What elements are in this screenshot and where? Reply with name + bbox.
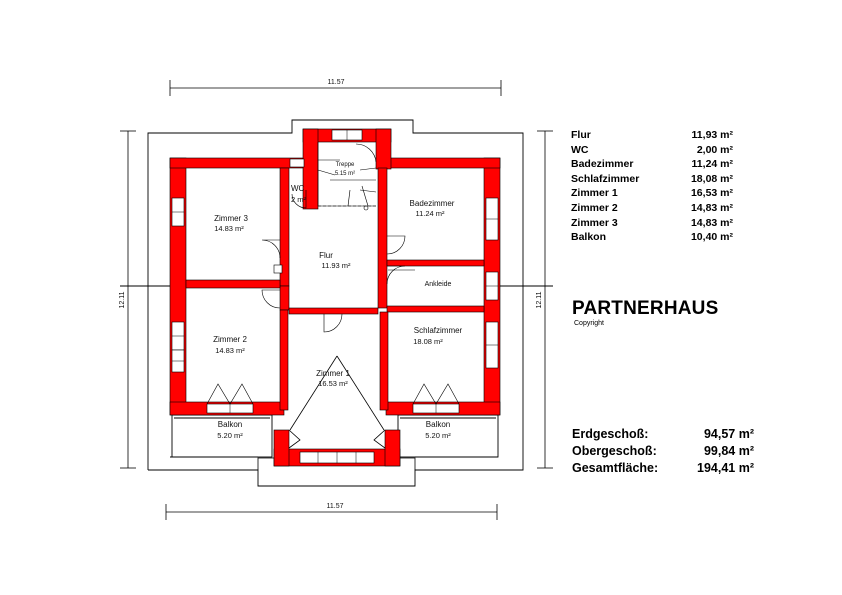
area-row (571, 128, 733, 143)
room-treppe-area: 5.15 m² (334, 171, 356, 177)
area-row (571, 216, 733, 231)
room-labels (213, 162, 462, 440)
area-table (571, 128, 733, 245)
area-row-name: Zimmer 2 (571, 201, 618, 214)
dim-right-label: 12.11 (536, 291, 543, 309)
totals-value: 99,84 m² (703, 444, 754, 458)
totals-label: Obergeschoß: (572, 444, 657, 458)
area-row-name: Flur (571, 129, 591, 141)
copyright-note: Copyright (574, 320, 604, 327)
area-row-value: 18,08 m² (690, 172, 733, 185)
walls (170, 129, 500, 466)
area-row-name: Zimmer 1 (571, 187, 618, 200)
room-balkon-left-name: Balkon (217, 420, 243, 429)
room-badezimmer-name: Badezimmer (409, 199, 455, 208)
room-balkon-right-area: 5.20 m² (425, 431, 451, 440)
area-row (571, 186, 733, 201)
room-wc-area: 2 m² (291, 195, 306, 204)
dim-bottom-label: 11.57 (326, 503, 344, 510)
area-row-value: 16,53 m² (690, 187, 733, 200)
area-row-value: 2,00 m² (696, 143, 733, 156)
area-row-name: Badezimmer (571, 158, 634, 171)
room-balkon-right-name: Balkon (425, 420, 451, 429)
area-row-value: 11,93 m² (691, 129, 733, 141)
totals-row (572, 426, 754, 443)
area-row-value: 14,83 m² (690, 216, 733, 229)
dim-left-label: 12.11 (119, 291, 126, 309)
totals-row (572, 460, 754, 477)
room-badezimmer-area: 11.24 m² (415, 209, 445, 218)
area-row (571, 172, 733, 187)
area-row (571, 157, 733, 172)
area-row-name: WC (571, 143, 589, 156)
totals-label: Gesamtfläche: (572, 461, 659, 475)
room-wc-name: WC (291, 184, 305, 193)
room-schlafzimmer-area: 18.08 m² (413, 337, 443, 346)
totals-value: 194,41 m² (697, 461, 754, 475)
wc-fixture (274, 265, 282, 273)
area-row-value: 10,40 m² (690, 231, 733, 244)
room-flur-name: Flur (319, 251, 333, 260)
area-row (571, 230, 733, 245)
room-flur-area: 11.93 m² (321, 261, 351, 270)
area-row-value: 14,83 m² (690, 201, 733, 214)
area-row (571, 143, 733, 158)
room-zimmer2-area: 14.83 m² (215, 346, 245, 355)
room-balkon-left-area: 5.20 m² (217, 431, 243, 440)
area-row (571, 201, 733, 216)
totals-table (572, 426, 754, 477)
totals-value: 94,57 m² (703, 427, 754, 441)
area-row-name: Balkon (571, 231, 607, 244)
area-row-name: Schlafzimmer (571, 172, 640, 185)
room-zimmer1-area: 16.53 m² (318, 379, 348, 388)
room-zimmer2-name: Zimmer 2 (213, 335, 247, 344)
area-row-name: Zimmer 3 (571, 216, 618, 229)
room-schlafzimmer-name: Schlafzimmer (413, 326, 463, 335)
totals-row (572, 443, 754, 460)
house-title: PARTNERHAUS (572, 298, 719, 319)
room-zimmer3-area: 14.83 m² (214, 224, 244, 233)
area-row-value: 11,24 m² (691, 158, 733, 171)
room-zimmer1-name: Zimmer 1 (316, 369, 350, 378)
room-ankleide-name: Ankleide (424, 281, 452, 288)
totals-label: Erdgeschoß: (572, 427, 649, 441)
dim-top-label: 11.57 (327, 79, 345, 86)
room-treppe-name: Treppe (335, 162, 355, 168)
room-zimmer3-name: Zimmer 3 (214, 214, 248, 223)
